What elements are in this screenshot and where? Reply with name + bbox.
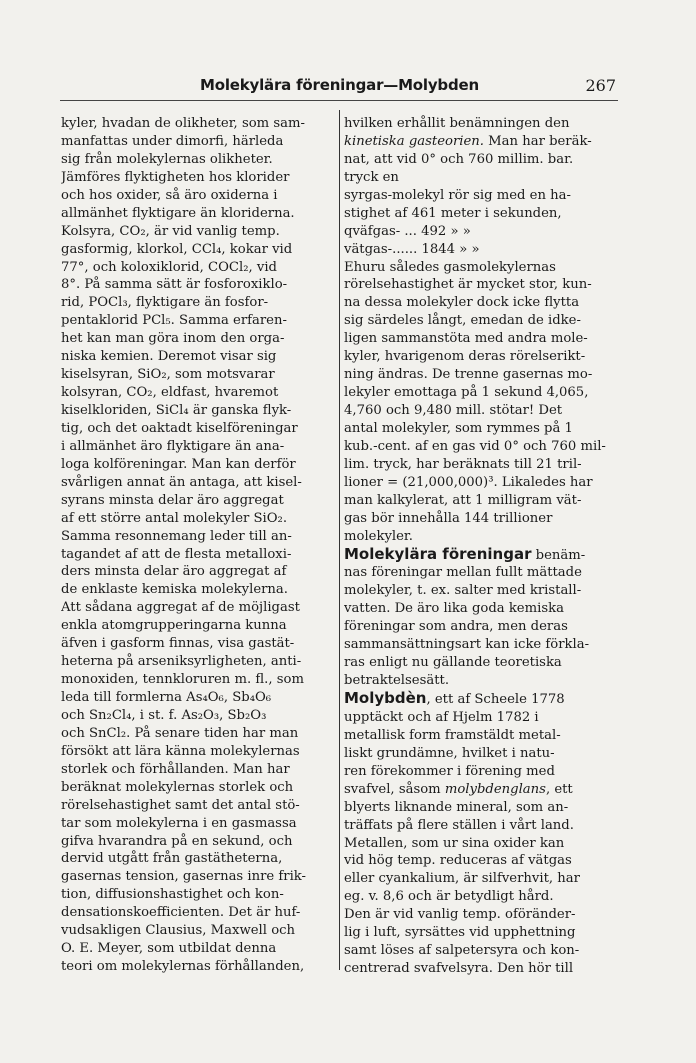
text-line: och hos oxider, så äro oxiderna i [61,187,278,203]
text-line: dervid utgått från gastätheterna, [61,851,283,867]
text-line: af ett större antal molekyler SiO₂. [61,510,288,526]
text-line: niska kemien. Deremot visar sig [61,349,277,365]
text-line: na dessa molekyler dock icke flytta [344,295,580,311]
text-line: gasernas tension, gasernas inre frik- [61,869,307,885]
text-line [344,781,614,799]
text-line: betraktelsesätt. [344,673,450,689]
text-line: tar som molekylerna i en gasmassa [61,815,297,831]
text-line: i allmänhet äro flyktigare än ana- [61,438,285,454]
header-rule [60,100,618,101]
text-line: gasformig, klorkol, CCl₄, kokar vid [61,241,293,257]
text-line: monoxiden, tennkloruren m. fl., som [61,672,304,688]
text-line: storlek och förhållanden. Man har [61,761,290,777]
text-line: vatten. De äro lika goda kemiska [344,601,564,617]
text-line: och Sn₂Cl₄, i st. f. As₂O₃, Sb₂O₃ [61,707,267,723]
text-line: kub.-cent. af en gas vid 0° och 760 mil- [344,438,606,454]
italic-term: molybdenglans [444,781,546,797]
text-line: nat, att vid 0° och 760 millim. bar. [344,151,574,167]
text-line: äfven i gasform finnas, visa gastät- [61,636,295,652]
text-line: syrans minsta delar äro aggregat [61,492,284,508]
text-line: eller cyankalium, är silfverhvit, har [344,871,580,887]
entry-heading-molekylara: Molekylära föreningar [344,545,532,563]
text-line: upptäckt och af Hjelm 1782 i [344,709,539,725]
text-line: Jämföres flyktigheten hos klorider [61,169,290,185]
text-line: blyerts liknande mineral, som an- [344,799,569,815]
text-line: ning ändras. De trenne gasernas mo- [344,367,593,383]
text-line: ras enligt nu gällande teoretiska [344,655,562,671]
text-line: enkla atomgrupperingarna kunna [61,618,287,634]
text-line: kiselkloriden, SiCl₄ är ganska flyk- [61,403,292,418]
text-line: loga kolföreningar. Man kan derför [61,456,296,472]
text-line: tion, diffusionshastighet och kon- [61,887,284,903]
text-line: 4,760 och 9,480 mill. stötar! Det [344,403,563,418]
text-line: lig i luft, syrsättes vid upphettning [344,925,576,941]
text-line: svårligen annat än antaga, att kisel- [61,474,302,490]
text-line: tig, och det oaktadt kiselföreningar [61,420,298,436]
text-line: manfattas under dimorfi, härleda [61,133,284,149]
text-line: 77°, och koloxiklorid, COCl₂, vid [61,259,277,275]
text-line: qväfgas- ... 492 » » [344,223,471,239]
text-line: tagandet af att de flesta metalloxi- [61,546,292,562]
text-line: heterna på arseniksyrligheten, anti- [61,654,302,670]
text-line: sig från molekylernas olikheter. [61,151,273,167]
text-line: Metallen, som ur sina oxider kan [344,835,565,851]
text-line: gas bör innehålla 144 trillioner [344,510,553,526]
text-line: lioner = (21,000,000)³. Likaledes har [344,474,593,490]
column-divider [339,110,340,970]
entry-body-molekylara [344,564,614,690]
text-line: man kalkylerat, att 1 milligram vät- [344,492,582,508]
text-line: O. E. Meyer, som utbildat denna [61,941,277,957]
text-line: beräknat molekylernas storlek och [61,779,294,795]
text-line: pentaklorid PCl₅. Samma erfaren- [61,313,287,329]
text-line: eg. v. 8,6 och är betydligt hård. [344,889,554,905]
text-line: allmänhet flyktigare än kloriderna. [61,205,295,221]
entry-heading-molybden: Molybdèn [344,690,427,707]
text-line: antal molekyler, som rymmes på 1 [344,420,573,436]
text-line: de enklaste kemiska molekylerna. [61,582,288,598]
text-line: kiselsyran, SiO₂, som motsvarar [61,367,275,383]
text-line: lim. tryck, har beräknats till 21 tril- [344,456,582,472]
italic-term: kinetiska gasteorien. [344,133,484,149]
text-line: vid hög temp. reduceras af vätgas [344,853,572,869]
text-line: kyler, hvarigenom deras rörelserikt- [344,349,586,365]
text-line [344,133,614,151]
text-line: densationskoefficienten. Det är huf- [61,905,301,921]
text-line: lekyler emottaga på 1 sekund 4,065, [344,385,589,401]
text-line: försökt att lära känna molekylernas [61,743,300,759]
text-line: och SnCl₂. På senare tiden har man [61,725,299,741]
entry-body-molybden-cont [344,799,614,978]
text-line: nas föreningar mellan fullt mättade [344,565,582,581]
text-line: Att sådana aggregat af de möjligast [61,600,300,616]
text-fragment: Man har beräk- [483,133,592,149]
text-line: vudsakligen Clausius, Maxwell och [61,923,296,939]
text-fragment: benäm- [531,547,586,563]
text-line: föreningar som andra, men deras [344,619,568,635]
text-line: hvilken erhållit benämningen den [344,116,570,131]
text-line: sig särdeles långt, emedan de idke- [344,313,581,329]
text-line: träffats på flere ställen i vårt land. [344,817,574,833]
text-line: Samma resonnemang leder till an- [61,528,292,544]
text-line: rörelsehastighet är mycket stor, kun- [344,277,592,293]
text-line: vätgas-...... 1844 » » [344,241,480,257]
entry-body-molybden [344,709,614,781]
text-line: liskt grundämne, hvilket i natu- [344,745,555,761]
text-line: het kan man göra inom den orga- [61,331,285,347]
text-line: rörelsehastighet samt det antal stö- [61,797,300,813]
page-header [110,76,616,98]
paragraph-block [344,151,614,546]
text-line: stighet af 461 meter i sekunden, [344,205,562,221]
text-line: rid, POCl₃, flyktigare än fosfor- [61,295,269,311]
text-line: 8°. På samma sätt är fosforoxiklo- [61,277,288,293]
entry-line [344,546,614,565]
text-fragment: svafvel, såsom [344,781,445,797]
page-number: 267 [585,76,616,95]
text-line: Ehuru således gasmolekylernas [344,259,556,275]
text-fragment: , ett [545,781,573,797]
text-line: leda till formlerna As₄O₆, Sb₄O₆ [61,690,272,705]
text-line: molekyler, t. ex. salter med kristall- [344,583,582,599]
text-line: ren förekommer i förening med [344,763,555,779]
text-line: ders minsta delar äro aggregat af [61,564,287,580]
text-line: syrgas-molekyl rör sig med en ha- [344,187,571,203]
running-head: Molekylära föreningar—Molybden [200,76,479,94]
text-line: ligen sammanstöta med andra mole- [344,331,588,347]
text-line: sammansättningsart kan icke förkla- [344,637,590,653]
right-column [344,115,614,978]
text-line: centrerad svafvelsyra. Den hör till [344,961,574,977]
text-line: teori om molekylernas förhållanden, [61,959,305,975]
text-line: Den är vid vanlig temp. oföränder- [344,907,576,923]
text-line: metallisk form framstäldt metal- [344,727,561,743]
text-line: samt löses af salpetersyra och kon- [344,943,580,959]
text-line: kyler, hvadan de olikheter, som sam- [61,116,305,131]
text-line: molekyler. [344,528,413,544]
text-fragment: , ett af Scheele 1778 [426,692,565,707]
text-line: tryck en [344,169,399,185]
text-line: Kolsyra, CO₂, är vid vanlig temp. [61,223,280,239]
text-line: kolsyran, CO₂, eldfast, hvaremot [61,385,279,401]
entry-line [344,690,614,709]
text-line: gifva hvarandra på en sekund, och [61,833,293,849]
left-column [61,115,334,976]
